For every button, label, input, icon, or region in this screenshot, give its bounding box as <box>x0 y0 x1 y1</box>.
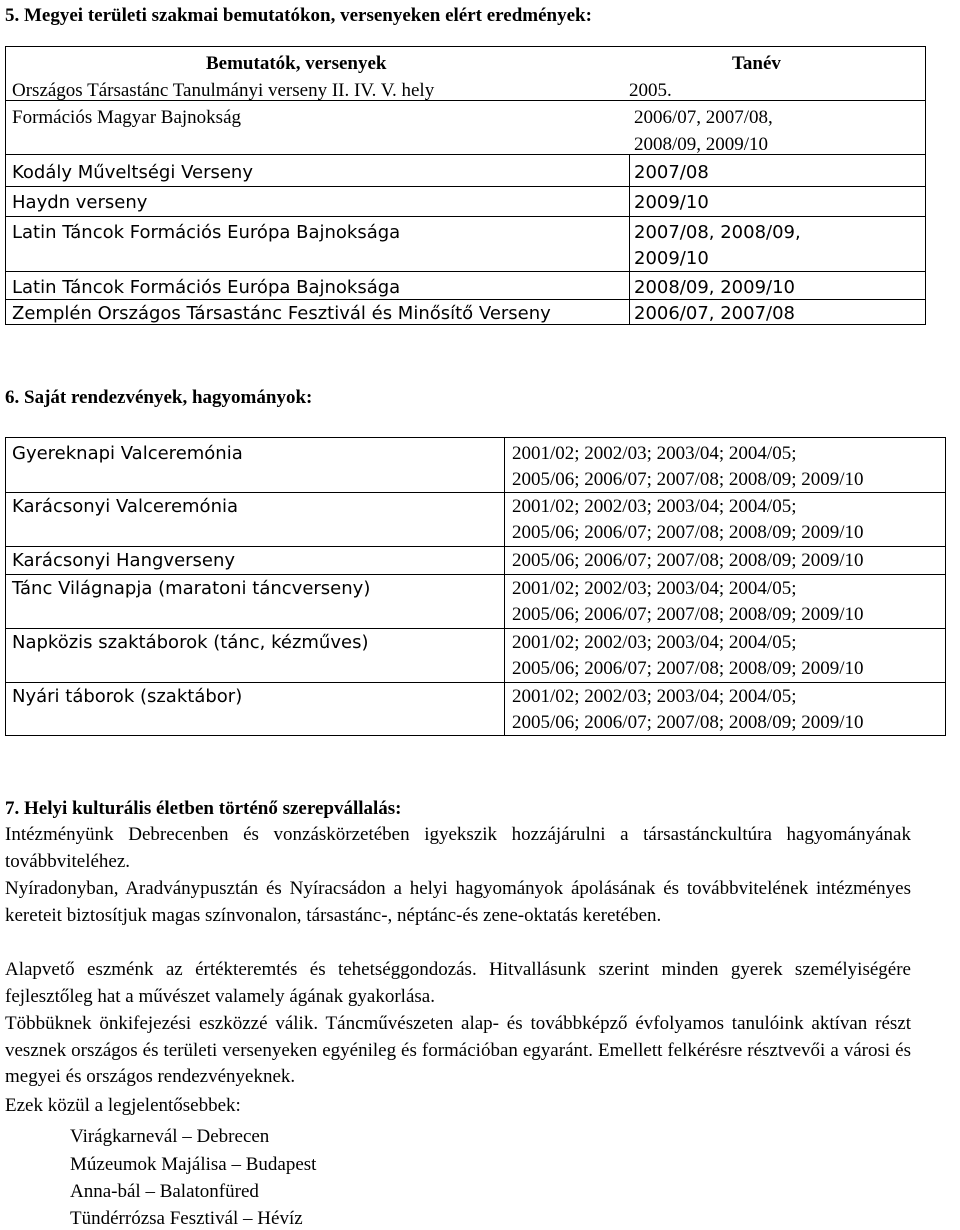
result-row-2-event: Formációs Magyar Bajnokság <box>12 107 242 128</box>
paragraph-3: Alapvető eszménk az értékteremtés és tehetséggondozás. Hitvallásunk szerint minden gyerek személyiségére fejlesztőleg hat a művészet valamely ágának gyakorlása. <box>5 959 911 1007</box>
result-row-6-year: 2008/09, 2009/10 <box>634 277 795 298</box>
event-row-5-name: Napközis szaktáborok (tánc, kézműves) <box>12 632 369 653</box>
event-row-2-years-line1: 2001/02; 2002/03; 2003/04; 2004/05; <box>512 496 797 517</box>
divider <box>6 216 925 217</box>
result-row-4-event: Haydn verseny <box>12 192 148 213</box>
divider <box>6 271 925 272</box>
event-row-5-years-line2: 2005/06; 2006/07; 2007/08; 2008/09; 2009/10 <box>512 658 864 679</box>
events-table <box>5 437 946 736</box>
result-row-4-year: 2009/10 <box>634 192 709 213</box>
header-events: Bemutatók, versenyek <box>206 53 387 74</box>
result-row-7-year: 2006/07, 2007/08 <box>634 303 795 324</box>
section-7-number: 7. <box>5 798 20 819</box>
paragraph-4: Többüknek önkifejezési eszközzé válik. Táncművészeten alap- és továbbképző évfolyamos tanulóink aktívan részt vesznek országos és területi versenyeken egyénileg és formációban egyaránt. Emellett felkérésre résztvevői a városi és megyei és országos rendezvényeknek. <box>5 1013 911 1087</box>
result-row-5-year-line1: 2007/08, 2008/09, <box>634 222 801 243</box>
result-row-6-event: Latin Táncok Formációs Európa Bajnoksága <box>12 277 401 298</box>
divider <box>6 186 925 187</box>
event-row-1-years-line1: 2001/02; 2002/03; 2003/04; 2004/05; <box>512 443 797 464</box>
result-row-5-year-line2: 2009/10 <box>634 248 709 269</box>
event-row-1-name: Gyereknapi Valceremónia <box>12 443 243 464</box>
divider <box>6 492 945 493</box>
event-row-6-years-line2: 2005/06; 2006/07; 2007/08; 2008/09; 2009/10 <box>512 712 864 733</box>
event-row-1-years-line2: 2005/06; 2006/07; 2007/08; 2008/09; 2009/10 <box>512 469 864 490</box>
paragraph-2: Nyíradonyban, Aradványpusztán és Nyíracsádon a helyi hagyományok ápolásának és továbbvitelének intézményes kereteit biztosítjuk magas színvonalon, társastánc-, néptánc-és zene-oktatás keretében. <box>5 878 911 926</box>
result-row-1-event: Országos Társastánc Tanulmányi verseny II. IV. V. hely <box>12 80 435 101</box>
result-row-2-year-line2: 2008/09, 2009/10 <box>634 134 769 155</box>
result-row-1-year: 2005. <box>629 80 672 101</box>
result-row-2-year-line1: 2006/07, 2007/08, <box>634 107 773 128</box>
event-row-6-name: Nyári táborok (szaktábor) <box>12 686 243 707</box>
list-item: Anna-bál – Balatonfüred <box>70 1181 259 1202</box>
list-item: Múzeumok Majálisa – Budapest <box>70 1154 317 1175</box>
divider <box>6 682 945 683</box>
event-row-2-name: Karácsonyi Valceremónia <box>12 496 239 517</box>
divider <box>6 100 925 101</box>
list-item: Virágkarnevál – Debrecen <box>70 1126 270 1147</box>
paragraph-1: Intézményünk Debrecenben és vonzáskörzetében igyekszik hozzájárulni a társastánckultúra hagyományának továbbviteléhez. <box>5 824 911 872</box>
result-row-3-event: Kodály Műveltségi Verseny <box>12 162 253 183</box>
section-5-title: 5. Megyei területi szakmai bemutatókon, versenyeken elért eredmények: <box>5 5 592 26</box>
results-table <box>5 46 926 325</box>
divider <box>6 546 945 547</box>
section-6-text: Saját rendezvények, hagyományok: <box>24 387 313 408</box>
section-6-title <box>5 387 312 409</box>
section-7-text: Helyi kulturális életben történő szerepvállalás: <box>24 798 402 819</box>
divider <box>6 628 945 629</box>
event-row-2-years-line2: 2005/06; 2006/07; 2007/08; 2008/09; 2009/10 <box>512 522 864 543</box>
section-7-title <box>5 798 402 820</box>
event-row-3-name: Karácsonyi Hangverseny <box>12 550 236 571</box>
event-row-4-years-line2: 2005/06; 2006/07; 2007/08; 2008/09; 2009/10 <box>512 604 864 625</box>
header-year: Tanév <box>732 53 781 74</box>
divider <box>6 574 945 575</box>
result-row-5-event: Latin Táncok Formációs Európa Bajnoksága <box>12 222 401 243</box>
event-row-4-years-line1: 2001/02; 2002/03; 2003/04; 2004/05; <box>512 578 797 599</box>
event-row-6-years-line1: 2001/02; 2002/03; 2003/04; 2004/05; <box>512 686 797 707</box>
divider <box>6 154 925 155</box>
event-row-5-years-line1: 2001/02; 2002/03; 2003/04; 2004/05; <box>512 632 797 653</box>
list-intro: Ezek közül a legjelentősebbek: <box>5 1095 241 1116</box>
result-row-3-year: 2007/08 <box>634 162 709 183</box>
column-divider <box>504 438 505 735</box>
event-row-4-name: Tánc Világnapja (maratoni táncverseny) <box>12 578 371 599</box>
list-item: Tündérrózsa Fesztivál – Hévíz <box>70 1208 303 1229</box>
divider <box>6 299 925 300</box>
result-row-7-event: Zemplén Országos Társastánc Fesztivál és Minősítő Verseny <box>12 303 551 324</box>
event-row-3-years: 2005/06; 2006/07; 2007/08; 2008/09; 2009/10 <box>512 550 864 571</box>
section-6-number: 6. <box>5 387 20 408</box>
